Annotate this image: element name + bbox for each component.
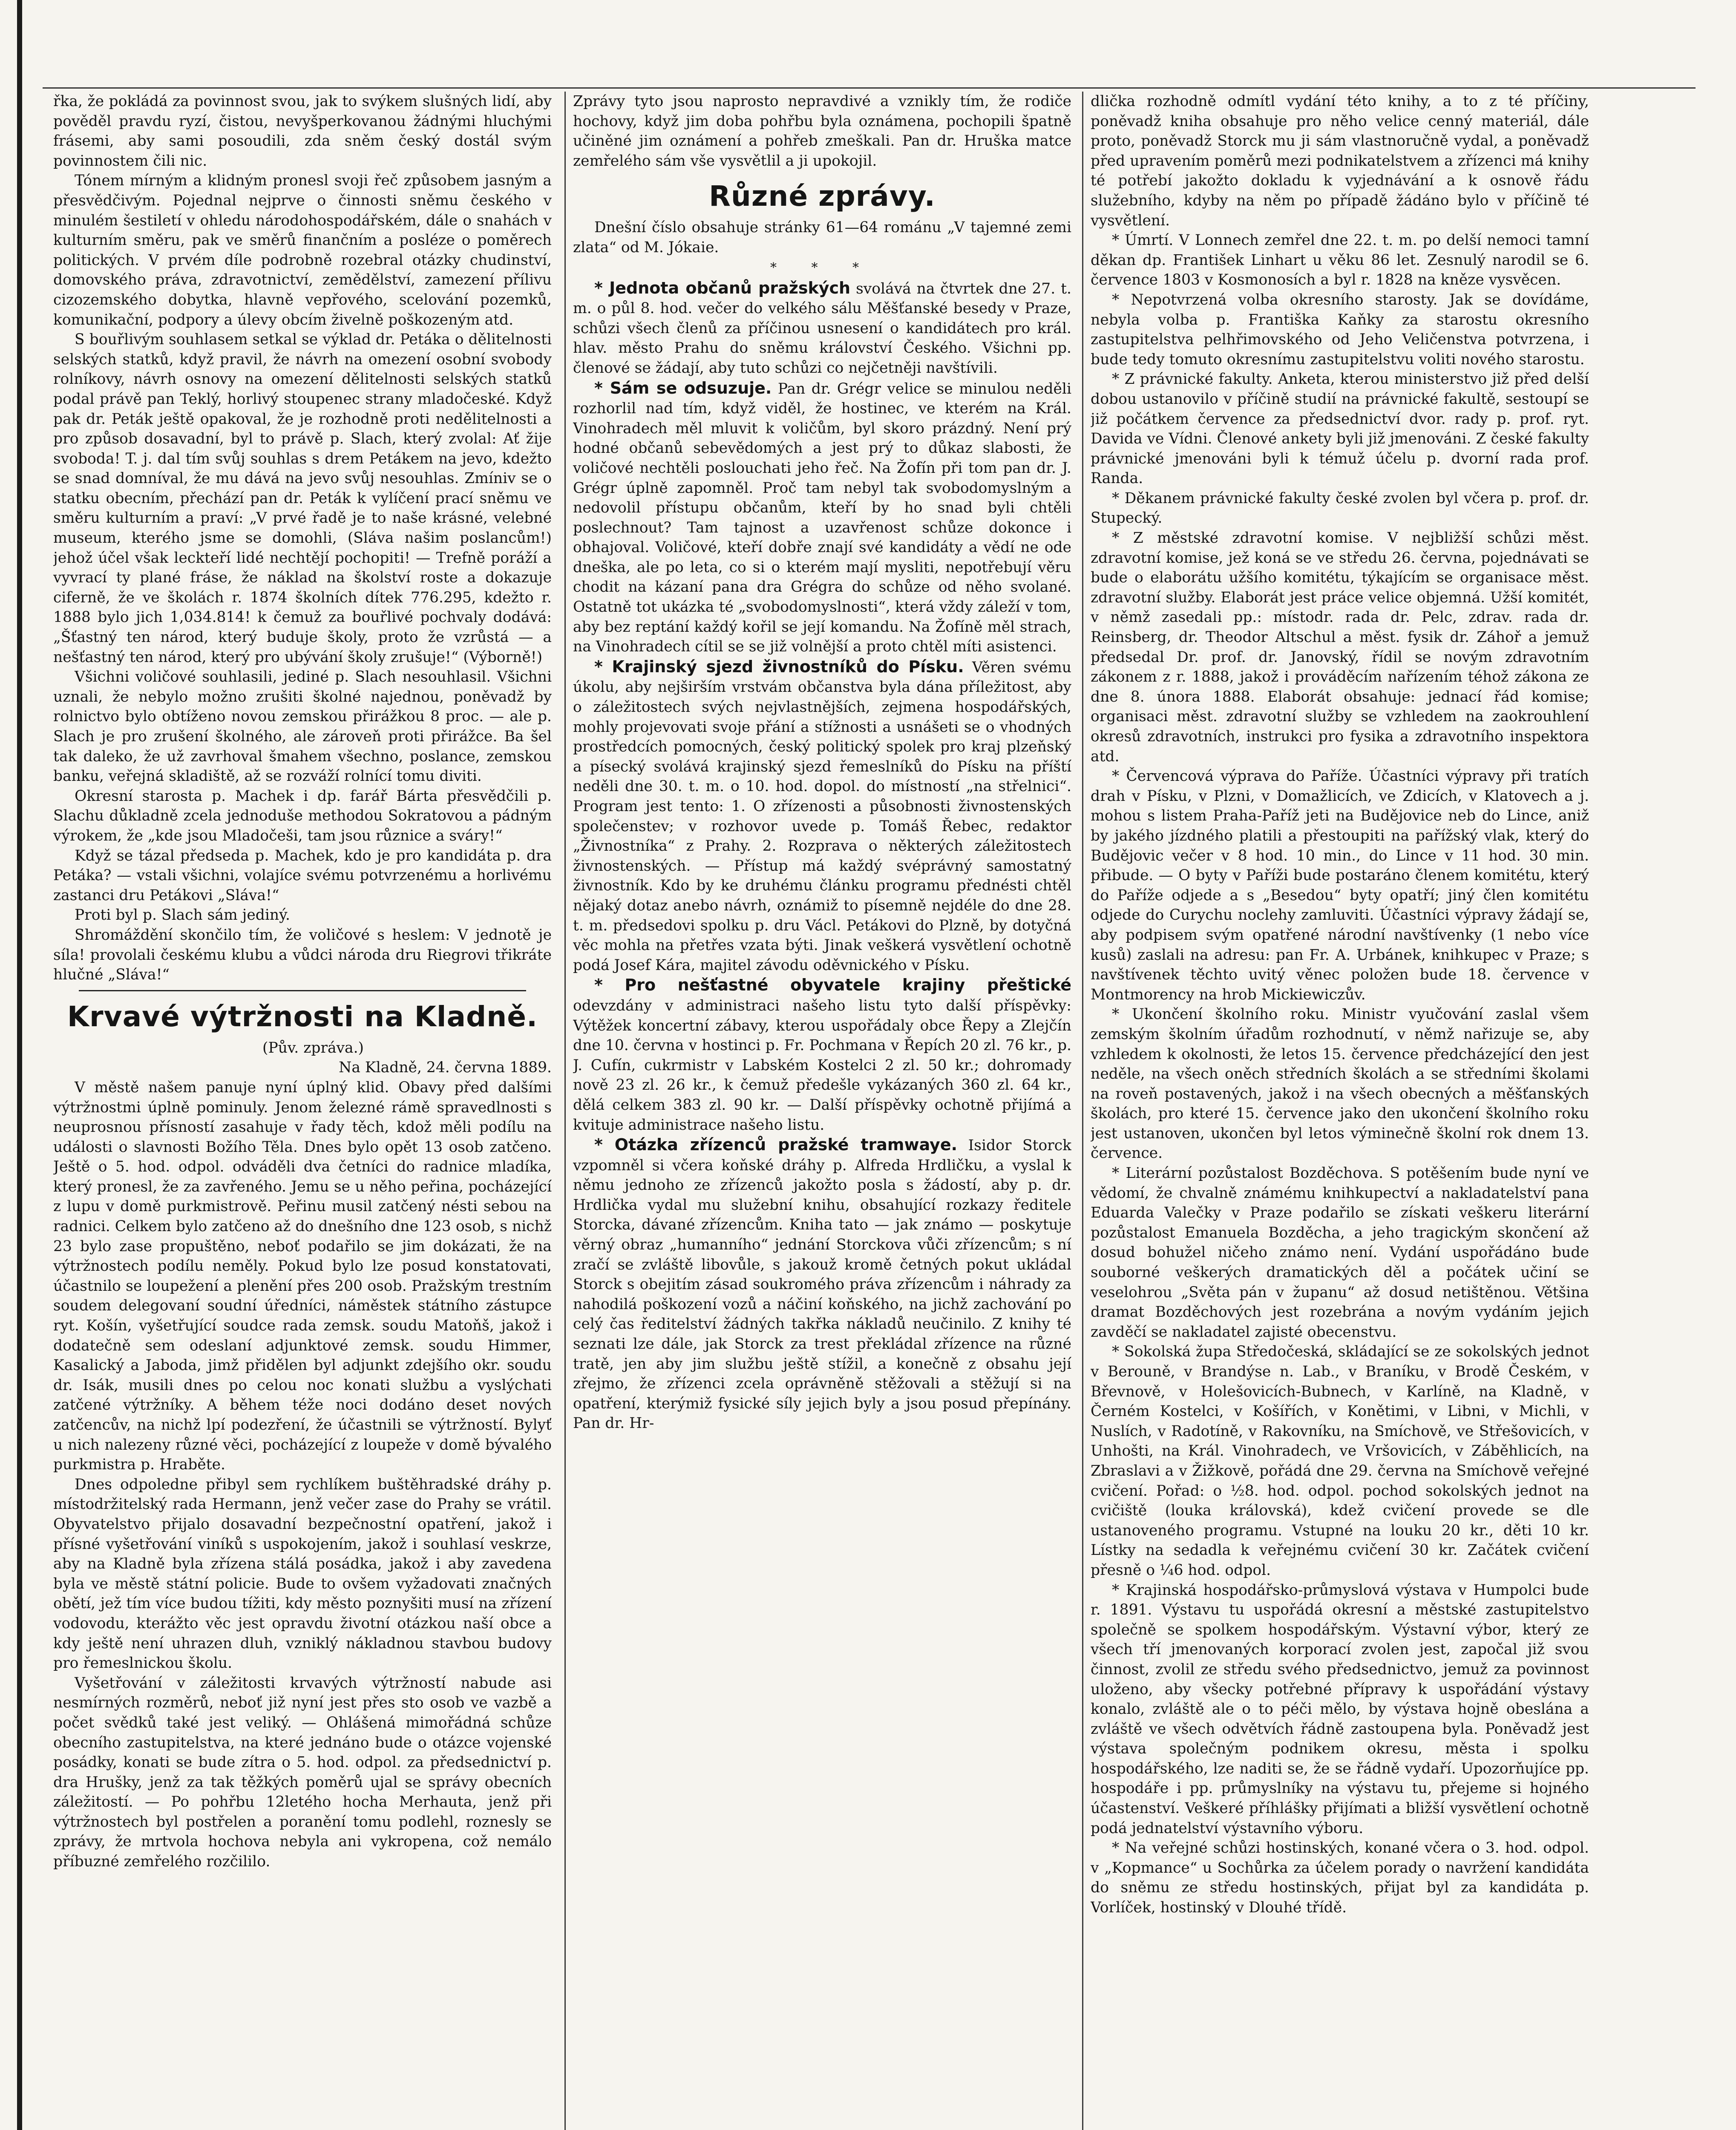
item-text: odevzdány v administraci našeho listu tyto další příspěvky: Výtěžek koncertní zábavy, kterou uspořádaly obce Řepy a Zlejčín dne 10. června v hostinci p. Fr. Pochmana v Řepích 20 zl. 76 kr., p. J. Cufín, cukrmistr v Labském Kostelci 2 zl. 50 kr.; dohromady nově 23 zl. 26 kr., k čemuž předešle vykázaných 360 zl. 64 kr., dělá celkem 383 zl. 90 kr. — Další příspěvky ochotně přijímá a kvituje administrace našeho listu. xyxy=(573,997,1071,1134)
paragraph: * Z městské zdravotní komise. V nejbližší schůzi měst. zdravotní komise, jež koná se ve středu 26. června, pojednávati se bude o elaborátu užšího komitétu, týkajícím se organisace měst. zdravotní služby. Elaborát jest práce velice objemná. Užší komitét, v němž zasedali pp.: místodr. rada dr. Pelc, zdrav. rada dr. Reinsberg, dr. Theodor Altschul a měst. fysik dr. Záhoř a jemuž předsedal Dr. prof. dr. Janovský, řídil se novým zdravotním zákonem z r. 1888, jakož i prováděcím nařízením téhož zákona ze dne 8. února 1888. Elaborát obsahuje: jednací řád komise; organisaci měst. zdravotní služby se vzhledem na zaokrouhlení okresů zdravotních, instrukci pro fysika a zdravotního inspektora atd. xyxy=(1091,530,1589,765)
paragraph: * Literární pozůstalost Bozděchova. S potěšením bude nyní ve vědomí, že chvalně známému knihkupectví a nakladatelství pana Eduarda Valečky v Praze podařilo se získati veškeru literární pozůstalost Emanuela Bozděcha, a jeho tragickým skončení až dosud bohužel ničeho známo není. Vydání uspořádáno bude souborné veškerých dramatických děl a počátek učiní se veselohrou „Světa pán v županu“ až dosud netištěnou. Většina dramat Bozděchových jest rozebrána a novým vydáním jejich zavděčí se nakladatel zajisté obecenstvu. xyxy=(1091,1165,1589,1341)
paragraph: Tónem mírným a klidným pronesl svoji řeč způsobem jasným a přesvědčivým. Pojednal nejprve o činnosti sněmu českého v minulém šestiletí v ohledu národohospodářském, dále o snahách v kulturním směru, pak ve směrů finančním a posléze o poměrech politických. V prvém díle podrobně rozebral otázky chudinství, domovského práva, zdravotnictví, zemědělství, zamezení přílivu cizozemského dobytka, hlavně vepřového, scelování pozemků, komunikační, podpory a úlevy obcím živelně poškozeným atd. xyxy=(53,172,552,328)
paragraph: Zprávy tyto jsou naprosto nepravdivé a vznikly tím, že rodiče hochovy, když jim doba pohřbu byla oznámena, pochopili špatně učiněné jim oznámení a pohřeb zmeškali. Pan dr. Hruška matce zemřelého sám vše vysvětlil a ji upokojil. xyxy=(573,93,1071,170)
item-title: * Pro nešťastné obyvatele krajiny přeštické xyxy=(594,976,1071,995)
column-1 xyxy=(53,92,552,2130)
item-text: Pan dr. Grégr velice se minulou neděli rozhorlil nad tím, když viděl, že hostinec, ve kterém na Král. Vinohradech měl mluvit k voličům, byl skoro prázdný. Není prý hodné občanů sebevědomých a jest prý to důkaz slabosti, že voličové nechtěli poslouchati jeho řeč. Na Žofín při tom pan dr. J. Grégr úplně zapomněl. Proč tam nebyl tak svobodomyslným a nedovolil přístupu občanům, kteří by ho snad byli chtěli poslechnout? Tam tajnost a uzavřenost schůze dokonce i obhajoval. Voličové, kteří dobře znají své kandidáty a vědí ne ode dneška, ale po leta, co si o kterém mají mysliti, nepotřebují věru chodit na kázaní pana dra Grégra do schůze od něho svolané. Ostatně tot ukázka té „svobodomyslnosti“, která vždy záleží v tom, aby bez reptání každý kořil se její komandu. Na Žofíně měl strach, na Vinohradech cítil se se již volnější a proto chtěl míti asistenci. xyxy=(573,380,1071,656)
paragraph: * Z právnické fakulty. Anketa, kterou ministerstvo již před delší dobou ustanovilo v příčině studií na právnické fakultě, sestoupí se již počátkem července za předsednictví dvor. rady p. prof. ryt. Davida ve Vídni. Členové ankety byli již jmenováni. Z české fakulty právnické jmenováni byli k témuž účelu p. dvorní rada prof. Randa. xyxy=(1091,371,1589,487)
article-subtitle: (Pův. zpráva.) xyxy=(262,1039,364,1056)
paragraph: Dnes odpoledne přibyl sem rychlíkem buštěhradské dráhy p. místodržitelský rada Hermann, jenž večer zase do Prahy se vrátil. Obyvatelstvo přijalo dosavadní bezpečnostní opatření, jakož i přísné vyšetřování viníků s uspokojením, jakož i souhlasí veskrze, aby na Kladně byla zřízena stálá posádka, jakož i aby zavedena byla ve městě státní policie. Bude to ovšem vyžadovati značných obětí, jež tím více budou tížiti, kdy město poznyšiti musí na zřízení vodovodu, kterážto věc jest opravdu životní otázkou naší obce a kdy ještě není uhrazen dluh, vzniklý nákladnou stavbou budovy pro řemeslnickou školu. xyxy=(53,1476,552,1672)
paragraph: dlička rozhodně odmítl vydání této knihy, a to z té příčiny, poněvadž kniha obsahuje pro něho velice cenný materiál, dále proto, poněvadž Storck mu ji sám vlastnoručně vydal, a poněvadž před upravením poměrů mezi podnikatelstvem a zřízenci má knihy té potřebí jakožto dokladu k vyjednávání a k osnově řádu služebního, kdyby na něm po případě žádáno bylo v příčině té vysvětlení. xyxy=(1091,93,1589,229)
paragraph: * Nepotvrzená volba okresního starosty. Jak se dovídáme, nebyla volba p. Františka Kaňky za starostu okresního zastupitelstva pelhřimovského od Jeho Veličenstva potvrzena, i bude tedy tomuto okresnímu zastupitelstvu voliti nového starostu. xyxy=(1091,291,1589,368)
paragraph: S bouřlivým souhlasem setkal se výklad dr. Petáka o dělitelnosti selských statků, když pravil, že návrh na omezení osobní svobody rolníkovy, návrh osnovy na omezení dělitelnosti selských statků podal právě pan Teklý, horlivý stoupenec strany mladočeské. Když pak dr. Peták ještě opakoval, že je rozhodně proti nedělitelnosti a pro způsob dosavadní, byl to právě p. Slach, který zvolal: Ať žije svoboda! T. j. dal tím svůj souhlas s drem Petákem na jevo, kdežto se snad domníval, že mu dává na jevo svůj nesouhlas. Zmíniv se o statku obecním, přechází pan dr. Peták k vylíčení prací sněmu ve směru kulturním a praví: „V prvé řadě je to naše krásné, velebné museum, kterého jsme se domohli, (Sláva našim poslancům!) jehož účel však leckteří lidé nechtějí pochopiti! — Trefně poráží a vyvrací ty plané fráse, že náklad na školství roste a dokazuje ciferně, že ve školách r. 1874 školních dítek 776.295, kdežto r. 1888 bylo jich 1,034.814! k čemuž za bouřlivé pochvaly dodává: „Šťastný ten národ, který buduje školy, proto že vzrůstá — a nešťastný ten národ, který pro ubývání školy zrušuje!“ (Výborně!) xyxy=(53,331,552,666)
paragraph: * Na veřejné schůzi hostinských, konané včera o 3. hod. odpol. v „Kopmance“ u Sochůrka za účelem porady o navržení kandidáta do sněmu ze středu hostinských, přijat byl za kandidáta p. Vorlíček, hostinský v Dlouhé třídě. xyxy=(1091,1839,1589,1917)
paragraph: * Úmrtí. V Lonnech zemřel dne 22. t. m. po delší nemoci tamní děkan dp. František Linhart u věku 86 let. Zesnulý narodil se 6. července 1803 v Kosmonosích a byl r. 1828 na kněze vysvěcen. xyxy=(1091,232,1589,289)
section-divider xyxy=(79,990,526,991)
item-text: Věren svému úkolu, aby nejširším vrstvám občanstva byla dána příležitost, aby o záležitostech svých nejvlastnějších, zejmena hospodářských, mohly projevovati svoje přání a stížnosti a usnášeti se o vhodných prostředcích pomocných, český politický spolek pro kraj plzeňský a písecký svolává krajinský sjezd řemeslníků do Písku na příští neděli dne 30. t. m. o 10. hod. dopol. do místností „na střelnici“. Program jest tento: 1. O zřízenosti a působnosti živnostenských společenstev; v rozhovor uvede p. Tomáš Řebec, redaktor „Živnostníka“ z Prahy. 2. Rozprava o některých záležitostech živnostenských. — Přístup má každý svéprávný samostatný živnostník. Kdo by ke druhému článku programu přednésti chtěl nějaký dotaz anebo návrh, oznámiž to písemně nejdéle do dne 28. t. m. předsedovi spolku p. dru Václ. Petákovi do Plzně, by dotyčná věc mohla na přetřes vzata býti. Jinak veškerá vysvětlení ochotně podá Josef Kára, majitel závodu oděvnického v Písku. xyxy=(573,659,1071,974)
paragraph: Dnešní číslo obsahuje stránky 61—64 románu „V tajemné zemi zlata“ od M. Jókaie. xyxy=(573,219,1071,256)
paragraph: Když se tázal předseda p. Machek, kdo je pro kandidáta p. dra Petáka? — vstali všichni, volajíce svému potvrzenému a horlivému zastanci dru Petákovi „Sláva!“ xyxy=(53,847,552,904)
item-text: svolává na čtvrtek dne 27. t. m. o půl 8. hod. večer do velkého sálu Měšťanské besedy v Praze, schůzi všech členů za příčinou usnesení o kandidátech pro král. hlav. město Prahu do sněmu království Českého. Všichni pp. členové se žádají, aby tuto schůzi co nejčetněji navštívili. xyxy=(573,280,1071,377)
paragraph: Okresní starosta p. Machek i dp. farář Bárta přesvědčili p. Slachu důkladně zcela jednoduše methodou Sokratovou a pádným výrokem, že „kde jsou Mladočeši, tam jsou různice a sváry!“ xyxy=(53,787,552,844)
item-title: * Otázka zřízenců pražské tramwaye. xyxy=(594,1135,958,1154)
item-title: * Sám se odsuzuje. xyxy=(594,378,772,397)
paragraph: * Děkanem právnické fakulty české zvolen byl včera p. prof. dr. Stupecký. xyxy=(1091,489,1589,527)
paragraph: * Sokolská župa Středočeská, skládající se ze sokolských jednot v Berouně, v Brandýse n. Lab., v Braníku, v Brodě Českém, v Břevnově, v Holešovicích-Bubnech, v Karlíně, na Kladně, v Černém Kostelci, v Košířích, v Konětimi, v Libni, v Michli, v Nuslích, v Radotíně, v Rakovníku, na Smíchově, ve Střešovicích, v Unhošti, na Král. Vinohradech, ve Vršovicích, v Záběhlicích, na Zbraslavi a v Žižkově, pořádá dne 29. června na Smíchově veřejné cvičení. Pořad: o ½8. hod. odpol. pochod sokolských jednot na cvičiště (louka královská), kdež cvičení provede se dle ustanoveného programu. Vstupné na louku 20 kr., děti 10 kr. Lístky na sedadla k veřejnému cvičení 30 kr. Začátek cvičení přesně o ¼6 hod. odpol. xyxy=(1091,1343,1589,1579)
column-2 xyxy=(573,92,1071,2130)
ornament-asterisks: * * * xyxy=(770,260,875,275)
paragraph: Shromáždění skončilo tím, že voličové s heslem: V jednotě je síla! provolali českému klubu a vůdci národa dru Riegrovi třikráte hlučné „Sláva!“ xyxy=(53,926,552,984)
item-title: * Jednota občanů pražských xyxy=(594,278,851,297)
column-rule-2 xyxy=(1082,92,1083,2130)
paragraph: řka, že pokládá za povinnost svou, jak to svýkem slušných lidí, aby pověděl pravdu ryzí, čistou, nevyšperkovanou žádnými hluchými frásemi, aby sami posoudili, zda sněm český dostál svým povinnostem čili nic. xyxy=(53,93,552,170)
item-text: Isidor Storck vzpomněl si včera koňské dráhy p. Alfreda Hrdličku, a vyslal k němu jednoho ze zřízenců jakožto posla s žádostí, aby p. dr. Hrdlička vydal mu služební knihu, obsahující rozkazy ředitele Storcka, dávané zřízencům. Kniha tato — jak známo — poskytuje věrný obraz „humanního“ jednání Storckova vůči zřízencům; s ní zračí se zvláště libovůle, s jakouž kromě četných pokut ukládal Storck s obejitím zásad soukromého práva zřízencům i náhrady za nahodilá poškození vozů a náčiní koňského, na jichž zachování po celý čas ředitelství žádných takřka nákladů neučinilo. Z knihy té seznati lze dále, jak Storck za trest překládal zřízence na různé tratě, jen aby jim službu ještě stížil, a konečně z obsahu její zřejmo, že zřízenci zcela oprávněně stěžovali a stěžují si na opatření, kterýmiž fysické síly jejich byly a jsou posud přepínány. Pan dr. Hr- xyxy=(573,1137,1071,1432)
paragraph: Vyšetřování v záležitosti krvavých výtržností nabude asi nesmírných rozměrů, neboť již nyní jest přes sto osob ve vazbě a počet svědků také jest veliký. — Ohlášená mimořádná schůze obecního zastupitelstva, na které jednáno bude o otázce vojenské posádky, konati se bude zítra o 5. hod. odpol. za předsednictví p. dra Hrušky, jenž za tak těžkých poměrů ujal se správy obecních záležitostí. — Po pohřbu 12letého hocha Merhauta, jenž při výtržnostech byl postřelen a poranění tomu podlehl, roznesly se zprávy, že mrtvola hochova nebyla ani vykropena, což nemálo příbuzné zemřelého rozčililo. xyxy=(53,1674,552,1871)
paragraph: Všichni voličové souhlasili, jediné p. Slach nesouhlasil. Všichni uznali, že nebylo možno zrušiti školné najednou, poněvadž by rolnictvo bylo obtíženo novou zemskou přirážkou 8 proc. — ale p. Slach je pro zrušení školného, ale zároveň proti přirážce. Ba šel tak daleko, že už zavrhoval šmahem všechno, poslance, zemskou banku, veřejná skladiště, až se rozváží rolnící tomu diviti. xyxy=(53,668,552,785)
paragraph: Proti byl p. Slach sám jediný. xyxy=(75,907,290,924)
paragraph: * Červencová výprava do Paříže. Účastníci výpravy při tratích drah v Písku, v Plzni, v Domažlicích, ve Zdicích, v Klatovech a j. mohou s listem Praha-Paříž jeti na Budějovice neb do Lince, aniž by jakého jízdného platili a přestoupiti na pařížský vlak, který do Budějovic večer v 8 hod. 10 min., do Lince v 11 hod. 30 min. přibude. — O byty v Paříži bude postaráno členem komitétu, který do Paříže odjede a s „Besedou“ byty opatří; jiný člen komitétu odjede do Curychu noclehy zamluviti. Účastníci výpravy žádají se, aby podpisem svým opatřené národní navštívenky (1 nebo více kusů) zaslali na adresu: pan Fr. A. Urbánek, knihkupec v Praze; s navštívenek těchto uvitý věnec položen bude 18. července v Montmorency na hrob Mickiewiczův. xyxy=(1091,768,1589,1003)
paragraph: * Ukončení školního roku. Ministr vyučování zaslal všem zemským školním úřadům rozhodnutí, v němž nařizuje se, aby vzhledem k okolnosti, že letos 15. července předcházející den jest neděle, na všech oněch středních školách a se středními školami na roveň postavených, jakož i na všech obecných a měšťanských školách, pro které 15. července jako den ukončení školního roku jest ustanoven, ukončen byl letos výminečně školní rok dnem 13. července. xyxy=(1091,1006,1589,1162)
column-3 xyxy=(1091,92,1589,2130)
scan-edge-left xyxy=(17,0,22,2130)
column-rule-1 xyxy=(564,92,566,2130)
paragraph: * Krajinská hospodářsko-průmyslová výstava v Humpolci bude r. 1891. Výstavu tu uspořádá okresní a městské zastupitelstvo společně se spolkem hospodářským. Výstavní výbor, který ze všech tří jmenovaných korporací zvolen jest, započal již svou činnost, zvolil ze středu svého předsednictvo, jemuž za povinnost uloženo, aby všecky potřebné přípravy k uspořádání výstavy konalo, zvláště ale o to péči mělo, by výstava hojně obeslána a zvláště ve všech odvětvích řádně zastoupena byla. Poněvadž jest výstava společným podnikem okresu, města i spolku hospodářského, lze naditi se, že se řádně vydaří. Upozorňujíce pp. hospodáře i pp. průmyslníky na výstavu tu, přejeme si hojného účastenství. Veškeré příhlášky přijímati a bližší vysvětlení ochotně podá jednatelství výstavního výboru. xyxy=(1091,1581,1589,1837)
paragraph: V městě našem panuje nyní úplný klid. Obavy před dalšími výtržnostmi úplně pominuly. Jenom železné rámě spravedlnosti s neuprosnou přísností zasahuje v řady těch, kdož měli podílu na události o slavnosti Božího Těla. Dnes bylo opět 13 osob zatčeno. Ještě o 5. hod. odpol. odváděli dva četníci do radnice mladíka, který pronesl, že za zavřeného. Jemu se u něho peřina, pocházející z lupu v domě purkmistrově. Peřinu musil zatčený nésti sebou na radnici. Celkem bylo zatčeno až do dnešního dne 123 osob, s nichž 23 bylo zase propuštěno, neboť podařilo se jim dokázati, že na výtržnostech podílu neměly. Pokud bylo lze posud konstatovati, účastnilo se loupežení a plenění přes 200 osob. Pražským trestním soudem delegovaní soudní úředníci, náměstek státního zástupce ryt. Košín, vyšetřující soudce rada zemsk. soudu Matoňš, jakož i dodatečně sem odeslaní adjunktové zemsk. soudu Himmer, Kasalický a Jaboda, jimž přidělen byl adjunkt zdejšího okr. soudu dr. Isák, musili dnes po celou noc konati službu a vyslýchati zatčené výtržníky. A během téže noci dodáno deset nových zatčencův, na nichž lpí podezření, že účastnili se výtržností. Bylyť u nich nalezeny různé věci, pocházející z loupeže v domě bývalého purkmistra p. Hraběte. xyxy=(53,1079,552,1474)
dateline: Na Kladně, 24. června 1889. xyxy=(339,1059,552,1077)
section-headline: Různé zprávy. xyxy=(709,180,936,213)
article-headline: Krvavé výtržnosti na Kladně. xyxy=(67,1000,538,1033)
top-rule xyxy=(43,87,1696,89)
item-title: * Krajinský sjezd živnostníků do Písku. xyxy=(594,657,964,676)
